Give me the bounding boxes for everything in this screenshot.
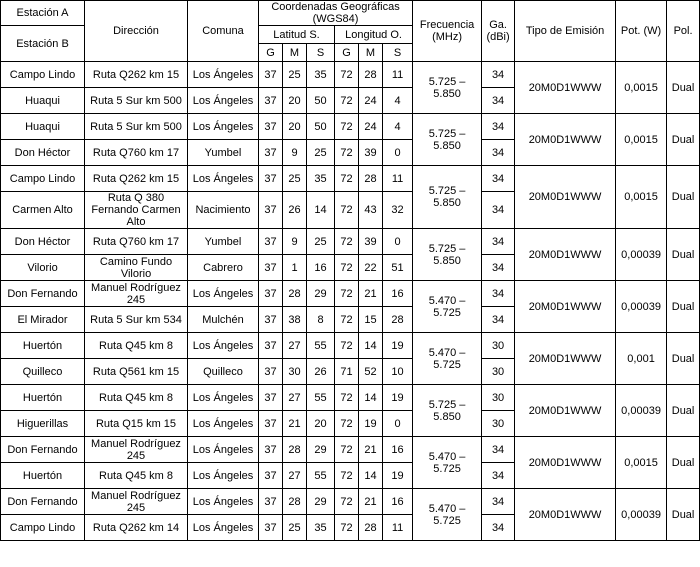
lat-degrees-cell: 37 [259,62,283,88]
lat-seconds-cell: 29 [307,437,335,463]
header-polarization: Pol. [667,1,700,62]
station-cell: Huertón [1,463,85,489]
emission-type-cell: 20M0D1WWW [515,489,616,541]
comuna-cell: Mulchén [188,307,259,333]
lon-seconds-cell: 19 [383,463,413,489]
lon-degrees-cell: 71 [335,359,359,385]
lon-seconds-cell: 19 [383,333,413,359]
address-cell: Ruta Q 380 Fernando Carmen Alto [85,192,188,229]
lon-minutes-cell: 14 [359,463,383,489]
lat-seconds-cell: 50 [307,88,335,114]
frequency-cell: 5.470 – 5.725 [413,489,482,541]
address-cell: Camino Fundo Vilorio [85,255,188,281]
frequency-cell: 5.725 – 5.850 [413,385,482,437]
comuna-cell: Los Ángeles [188,437,259,463]
polarization-cell: Dual [667,62,700,114]
address-cell: Ruta Q760 km 17 [85,229,188,255]
station-cell: Huaqui [1,88,85,114]
polarization-cell: Dual [667,489,700,541]
lat-seconds-cell: 26 [307,359,335,385]
comuna-cell: Los Ángeles [188,114,259,140]
lon-degrees-cell: 72 [335,333,359,359]
comuna-cell: Los Ángeles [188,281,259,307]
gain-cell: 34 [482,192,515,229]
lat-minutes-cell: 27 [283,385,307,411]
lat-minutes-cell: 20 [283,88,307,114]
lon-degrees-cell: 72 [335,489,359,515]
table-row [1,281,700,307]
table-row [1,437,700,463]
lat-minutes-cell: 25 [283,166,307,192]
station-cell: Don Héctor [1,229,85,255]
emission-type-cell: 20M0D1WWW [515,385,616,437]
lon-seconds-cell: 10 [383,359,413,385]
lon-seconds-cell: 0 [383,140,413,166]
lon-seconds-cell: 4 [383,88,413,114]
table-row [1,62,700,88]
lat-degrees-cell: 37 [259,359,283,385]
station-cell: Don Héctor [1,140,85,166]
header-lat-minutes: M [283,44,307,62]
lon-seconds-cell: 4 [383,114,413,140]
lon-minutes-cell: 28 [359,515,383,541]
header-emission-type: Tipo de Emisión [515,1,616,62]
gain-cell: 34 [482,307,515,333]
frequency-cell: 5.725 – 5.850 [413,166,482,229]
header-address: Dirección [85,1,188,62]
emission-type-cell: 20M0D1WWW [515,333,616,385]
address-cell: Ruta 5 Sur km 534 [85,307,188,333]
lon-minutes-cell: 43 [359,192,383,229]
header-station-a: Estación A [1,1,85,26]
table-row [1,333,700,359]
gain-cell: 34 [482,463,515,489]
address-cell: Ruta Q262 km 15 [85,166,188,192]
lat-minutes-cell: 30 [283,359,307,385]
table-row [1,385,700,411]
lon-degrees-cell: 72 [335,229,359,255]
lat-degrees-cell: 37 [259,114,283,140]
lat-degrees-cell: 37 [259,307,283,333]
comuna-cell: Los Ángeles [188,515,259,541]
station-cell: Campo Lindo [1,62,85,88]
station-cell: Huaqui [1,114,85,140]
lon-minutes-cell: 28 [359,62,383,88]
emission-type-cell: 20M0D1WWW [515,166,616,229]
lon-minutes-cell: 21 [359,281,383,307]
emission-type-cell: 20M0D1WWW [515,281,616,333]
address-cell: Ruta Q760 km 17 [85,140,188,166]
power-cell: 0,0015 [616,62,667,114]
lon-degrees-cell: 72 [335,140,359,166]
gain-cell: 30 [482,411,515,437]
comuna-cell: Los Ángeles [188,411,259,437]
table-row [1,166,700,192]
comuna-cell: Quilleco [188,359,259,385]
lon-seconds-cell: 11 [383,62,413,88]
station-cell: Don Fernando [1,437,85,463]
station-cell: Vilorio [1,255,85,281]
lon-minutes-cell: 15 [359,307,383,333]
lon-minutes-cell: 21 [359,437,383,463]
header-gain: Ga. (dBi) [482,1,515,62]
address-cell: Ruta 5 Sur km 500 [85,114,188,140]
table-row [1,114,700,140]
lat-minutes-cell: 9 [283,229,307,255]
address-cell: Ruta Q45 km 8 [85,385,188,411]
comuna-cell: Yumbel [188,140,259,166]
table-body [1,62,700,541]
lon-minutes-cell: 21 [359,489,383,515]
lat-degrees-cell: 37 [259,229,283,255]
emission-type-cell: 20M0D1WWW [515,229,616,281]
header-lon-minutes: M [359,44,383,62]
gain-cell: 34 [482,255,515,281]
frequency-cell: 5.470 – 5.725 [413,333,482,385]
station-cell: Huertón [1,385,85,411]
lat-seconds-cell: 8 [307,307,335,333]
lon-seconds-cell: 0 [383,411,413,437]
lat-minutes-cell: 27 [283,463,307,489]
lat-degrees-cell: 37 [259,437,283,463]
lon-degrees-cell: 72 [335,307,359,333]
lat-seconds-cell: 29 [307,489,335,515]
lat-seconds-cell: 14 [307,192,335,229]
lat-degrees-cell: 37 [259,140,283,166]
lon-degrees-cell: 72 [335,88,359,114]
header-latitude: Latitud S. [259,26,335,44]
header-station-b: Estación B [1,26,85,62]
header-longitude: Longitud O. [335,26,413,44]
gain-cell: 34 [482,437,515,463]
lat-seconds-cell: 20 [307,411,335,437]
emission-type-cell: 20M0D1WWW [515,114,616,166]
lon-degrees-cell: 72 [335,255,359,281]
lat-degrees-cell: 37 [259,333,283,359]
comuna-cell: Los Ángeles [188,463,259,489]
lat-degrees-cell: 37 [259,385,283,411]
lon-degrees-cell: 72 [335,463,359,489]
lat-seconds-cell: 25 [307,229,335,255]
gain-cell: 30 [482,333,515,359]
lon-minutes-cell: 22 [359,255,383,281]
lat-minutes-cell: 20 [283,114,307,140]
gain-cell: 34 [482,515,515,541]
comuna-cell: Los Ángeles [188,166,259,192]
lon-degrees-cell: 72 [335,437,359,463]
station-cell: Don Fernando [1,489,85,515]
lon-minutes-cell: 52 [359,359,383,385]
lon-degrees-cell: 72 [335,62,359,88]
lon-minutes-cell: 24 [359,114,383,140]
lat-minutes-cell: 25 [283,515,307,541]
lat-minutes-cell: 21 [283,411,307,437]
lat-minutes-cell: 27 [283,333,307,359]
lon-seconds-cell: 11 [383,515,413,541]
address-cell: Ruta Q262 km 15 [85,62,188,88]
frequency-cell: 5.470 – 5.725 [413,281,482,333]
lon-degrees-cell: 72 [335,166,359,192]
station-cell: Carmen Alto [1,192,85,229]
polarization-cell: Dual [667,229,700,281]
lat-seconds-cell: 55 [307,333,335,359]
header-lon-seconds: S [383,44,413,62]
gain-cell: 34 [482,114,515,140]
gain-cell: 34 [482,229,515,255]
power-cell: 0,0015 [616,166,667,229]
lat-minutes-cell: 28 [283,437,307,463]
lat-degrees-cell: 37 [259,515,283,541]
header-lat-seconds: S [307,44,335,62]
power-cell: 0,00039 [616,385,667,437]
station-cell: Campo Lindo [1,515,85,541]
address-cell: Ruta Q262 km 14 [85,515,188,541]
table-row [1,489,700,515]
lon-minutes-cell: 39 [359,140,383,166]
header-coordinates: Coordenadas Geográficas (WGS84) [259,1,413,26]
lon-seconds-cell: 28 [383,307,413,333]
lat-seconds-cell: 25 [307,140,335,166]
lon-seconds-cell: 19 [383,385,413,411]
lon-seconds-cell: 32 [383,192,413,229]
lon-seconds-cell: 0 [383,229,413,255]
address-cell: Ruta 5 Sur km 500 [85,88,188,114]
address-cell: Ruta Q15 km 15 [85,411,188,437]
lat-degrees-cell: 37 [259,411,283,437]
emission-type-cell: 20M0D1WWW [515,62,616,114]
lat-seconds-cell: 55 [307,463,335,489]
polarization-cell: Dual [667,281,700,333]
address-cell: Manuel Rodríguez 245 [85,281,188,307]
lat-degrees-cell: 37 [259,281,283,307]
lat-minutes-cell: 1 [283,255,307,281]
table-row [1,229,700,255]
lon-minutes-cell: 14 [359,385,383,411]
comuna-cell: Yumbel [188,229,259,255]
lon-degrees-cell: 72 [335,515,359,541]
lat-seconds-cell: 29 [307,281,335,307]
header-power: Pot. (W) [616,1,667,62]
station-cell: Quilleco [1,359,85,385]
lat-minutes-cell: 38 [283,307,307,333]
lon-minutes-cell: 14 [359,333,383,359]
lat-degrees-cell: 37 [259,88,283,114]
gain-cell: 30 [482,359,515,385]
lat-minutes-cell: 28 [283,281,307,307]
lon-minutes-cell: 19 [359,411,383,437]
comuna-cell: Cabrero [188,255,259,281]
lat-degrees-cell: 37 [259,255,283,281]
gain-cell: 34 [482,62,515,88]
power-cell: 0,00039 [616,489,667,541]
frequency-cell: 5.470 – 5.725 [413,437,482,489]
header-lon-degrees: G [335,44,359,62]
station-cell: Huertón [1,333,85,359]
station-cell: Campo Lindo [1,166,85,192]
lon-degrees-cell: 72 [335,114,359,140]
power-cell: 0,00039 [616,229,667,281]
station-cell: El Mirador [1,307,85,333]
power-cell: 0,00039 [616,281,667,333]
lat-seconds-cell: 16 [307,255,335,281]
polarization-cell: Dual [667,333,700,385]
lat-seconds-cell: 35 [307,515,335,541]
emission-type-cell: 20M0D1WWW [515,437,616,489]
gain-cell: 34 [482,281,515,307]
address-cell: Manuel Rodríguez 245 [85,437,188,463]
comuna-cell: Los Ángeles [188,333,259,359]
lat-minutes-cell: 25 [283,62,307,88]
station-cell: Higuerillas [1,411,85,437]
lon-degrees-cell: 72 [335,281,359,307]
address-cell: Manuel Rodríguez 245 [85,489,188,515]
lat-minutes-cell: 26 [283,192,307,229]
lat-seconds-cell: 35 [307,62,335,88]
lat-seconds-cell: 55 [307,385,335,411]
comuna-cell: Los Ángeles [188,88,259,114]
comuna-cell: Los Ángeles [188,62,259,88]
lon-seconds-cell: 51 [383,255,413,281]
header-comuna: Comuna [188,1,259,62]
polarization-cell: Dual [667,166,700,229]
gain-cell: 34 [482,88,515,114]
lon-seconds-cell: 16 [383,281,413,307]
gain-cell: 34 [482,489,515,515]
lat-degrees-cell: 37 [259,192,283,229]
lat-degrees-cell: 37 [259,166,283,192]
table-header [1,1,700,62]
power-cell: 0,001 [616,333,667,385]
gain-cell: 30 [482,385,515,411]
frequency-cell: 5.725 – 5.850 [413,229,482,281]
power-cell: 0,0015 [616,437,667,489]
lat-minutes-cell: 9 [283,140,307,166]
address-cell: Ruta Q45 km 8 [85,463,188,489]
comuna-cell: Los Ángeles [188,385,259,411]
power-cell: 0,0015 [616,114,667,166]
header-frequency: Frecuencia (MHz) [413,1,482,62]
lon-minutes-cell: 24 [359,88,383,114]
lat-degrees-cell: 37 [259,489,283,515]
lat-minutes-cell: 28 [283,489,307,515]
lon-seconds-cell: 16 [383,489,413,515]
polarization-cell: Dual [667,385,700,437]
lon-degrees-cell: 72 [335,192,359,229]
gain-cell: 34 [482,140,515,166]
lat-seconds-cell: 50 [307,114,335,140]
comuna-cell: Los Ángeles [188,489,259,515]
polarization-cell: Dual [667,114,700,166]
address-cell: Ruta Q561 km 15 [85,359,188,385]
lat-seconds-cell: 35 [307,166,335,192]
lon-minutes-cell: 28 [359,166,383,192]
gain-cell: 34 [482,166,515,192]
comuna-cell: Nacimiento [188,192,259,229]
station-cell: Don Fernando [1,281,85,307]
lon-degrees-cell: 72 [335,411,359,437]
lon-seconds-cell: 16 [383,437,413,463]
lon-degrees-cell: 72 [335,385,359,411]
frequency-cell: 5.725 – 5.850 [413,62,482,114]
frequency-cell: 5.725 – 5.850 [413,114,482,166]
lon-minutes-cell: 39 [359,229,383,255]
header-lat-degrees: G [259,44,283,62]
polarization-cell: Dual [667,437,700,489]
address-cell: Ruta Q45 km 8 [85,333,188,359]
lat-degrees-cell: 37 [259,463,283,489]
lon-seconds-cell: 11 [383,166,413,192]
